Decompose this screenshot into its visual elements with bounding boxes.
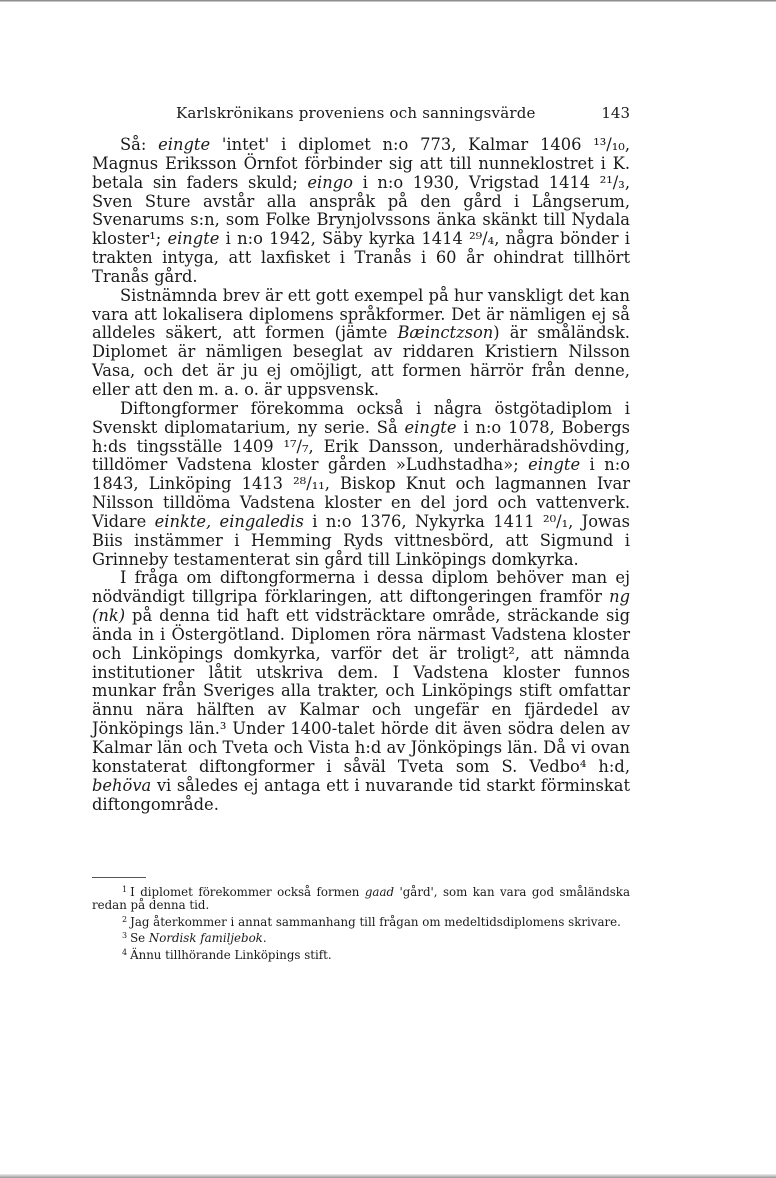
text-segment: i n:o 1376, Nykyrka 1411 ²⁰/₁, Jowas Biis instämmer i Hemming Ryds vittnesbörd, att Sigmund i Grinneby testamenterat sin gård till Linköpings domkyrka.	[92, 511, 630, 569]
text-segment: I fråga om diftongformerna i dessa diplom behöver man ej nödvändigt tillgripa förklaringen, att diftongeringen framför	[92, 568, 630, 607]
italic-term: einkte, eingaledis	[154, 511, 304, 531]
page-header	[92, 104, 630, 124]
footnote	[92, 946, 630, 962]
footnote-text	[130, 915, 621, 929]
scan-edge-bottom	[0, 1174, 776, 1178]
italic-term: ng (nk)	[92, 587, 630, 626]
text-segment: Så:	[120, 135, 159, 154]
footnote-mark: 2	[122, 914, 128, 924]
italic-term: eingte	[528, 455, 581, 475]
text-segment: Sistnämnda brev är ett gott exempel på hur vanskligt det kan vara att lokalisera diplomens språkformer. Det är nämligen ej så alldeles säkert, att formen (jämte	[92, 285, 630, 343]
footnote-divider	[92, 877, 146, 878]
text-segment: ) är småländsk. Diplomet är nämligen beseglat av riddaren Kristiern Nilsson Vasa, och det är ju ej omöjligt, att formen härrör från denne, eller att den m. a. o. är uppsvensk.	[92, 323, 630, 399]
text-segment: Se	[130, 931, 149, 946]
footnote	[92, 929, 630, 945]
paragraph	[92, 136, 630, 287]
footnote-mark: 4	[122, 947, 128, 957]
text-segment: 'gård', som kan vara god småländska redan på denna tid.	[92, 885, 630, 913]
italic-term: eingte	[158, 135, 211, 154]
body-text	[92, 136, 630, 814]
paragraph	[92, 400, 630, 570]
footnote-text	[92, 885, 630, 912]
running-title: Karlskrönikans proveniens och sanningsvärde	[176, 104, 536, 122]
italic-term: eingte	[167, 229, 220, 249]
scan-edge-top	[0, 0, 776, 2]
text-segment: i n:o 1942, Säby kyrka 1414 ²⁹/₄, några bönder i trakten intyga, att laxfisket i Tranås i 60 år ohindrat tillhört Tranås gård.	[92, 229, 630, 286]
footnote-text	[130, 948, 332, 962]
footnotes	[92, 883, 630, 962]
footnote	[92, 883, 630, 913]
text-segment: 'intet' i diplomet n:o 773, Kalmar 1406 ¹³/₁₀, Magnus Eriksson Örnfot förbinder sig att till nunneklostret i K. betala sin faders skuld;	[92, 135, 630, 192]
text-segment: vi således ej antaga ett i nuvarande tid starkt förminskat diftongområde.	[92, 775, 630, 814]
italic-term: eingte	[404, 417, 457, 437]
text-segment: på denna tid haft ett vidsträcktare område, sträckande sig ända in i Östergötland. Diplomen röra närmast Vadstena kloster och Linköpings domkyrka, varför det är troligt², att nämnda institutioner låtit utskriva dem. I Vadstena kloster funnos munkar från Sveriges alla trakter, och Linköpings stift omfattar ännu nära hälften av Kalmar och ungefär en fjärdedel av Jönköpings län.³ Under 1400-talet hörde dit även södra delen av Kalmar län och Tveta och Vista h:d av Jönköpings län. Då vi ovan konstaterat diftongformer i såväl Tveta som S. Vedbo⁴ h:d,	[92, 606, 630, 776]
text-segment: i n:o 1078, Bobergs h:ds tingsställe 1409 ¹⁷/₇, Erik Dansson, underhäradshövding, tilldömer Vadstena kloster gården »Ludhstadha»;	[92, 417, 630, 475]
footnote-mark: 1	[122, 885, 128, 894]
text-segment: Jag återkommer i annat sammanhang till frågan om medeltidsdiplomens skrivare.	[130, 914, 621, 929]
text-segment: I diplomet förekommer också formen	[130, 885, 365, 899]
italic-term: eingo	[307, 172, 353, 192]
footnote-mark: 3	[122, 931, 128, 941]
text-segment: i n:o 1930, Vrigstad 1414 ²¹/₃, Sven Sture avstår alla anspråk på den gård i Långserum, Svenarums s:n, som Folke Brynjolvssons änka skänkt till Nydala kloster¹;	[92, 172, 630, 249]
italic-term: Bæinctzson	[397, 323, 494, 343]
footnote	[92, 913, 630, 929]
text-segment: Diftongformer förekomma också i några östgötadiplom i Svenskt diplomatarium, ny serie. Så	[92, 398, 630, 437]
italic-term: behöva	[92, 775, 152, 795]
italic-term: Nordisk familjebok.	[148, 931, 267, 946]
text-segment: i n:o 1843, Linköping 1413 ²⁸/₁₁, Biskop Knut och lagmannen Ivar Nilsson tilldöma Vadstena kloster en del jord och vattenverk. Vidare	[92, 455, 630, 531]
italic-term: gaad	[364, 885, 395, 899]
footnote-text	[130, 931, 267, 945]
paragraph	[92, 287, 630, 400]
text-segment: Ännu tillhörande Linköpings stift.	[130, 947, 332, 962]
page-number: 143	[601, 104, 630, 122]
paragraph	[92, 569, 630, 814]
